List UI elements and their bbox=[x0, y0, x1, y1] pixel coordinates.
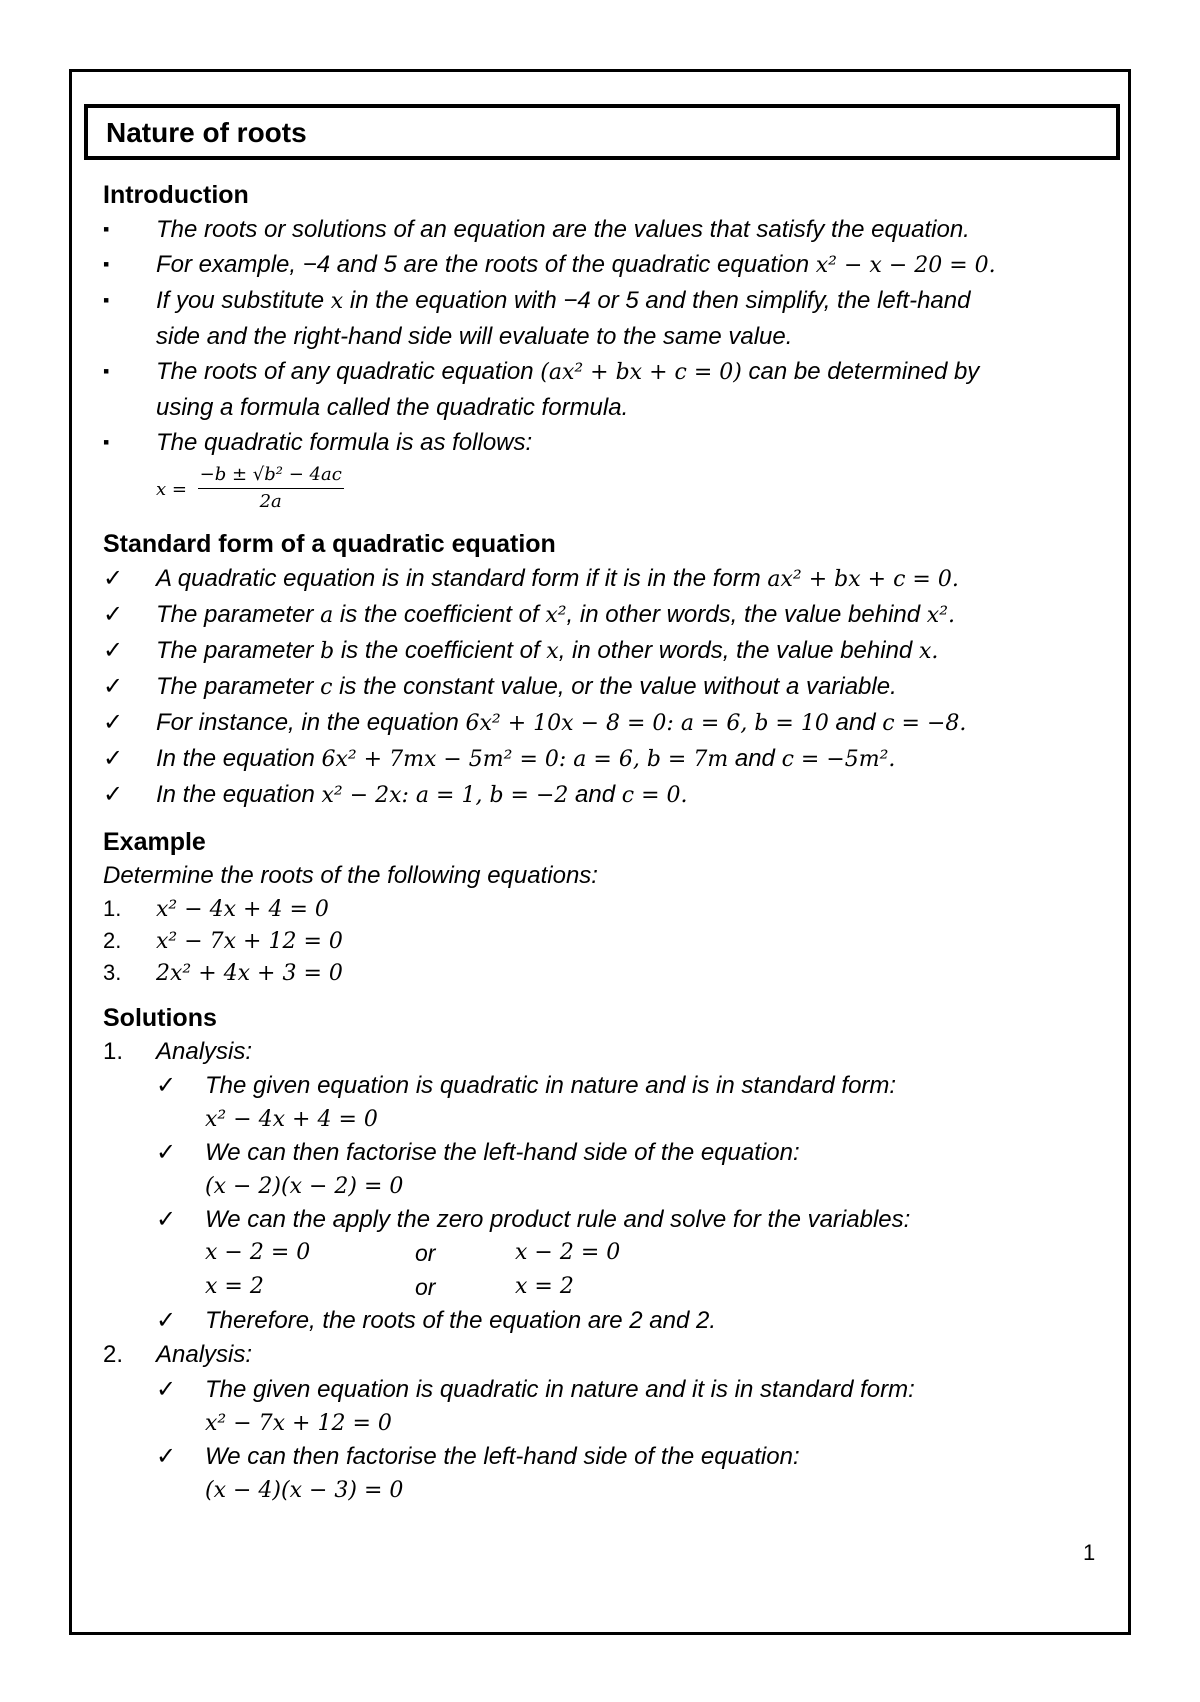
solutions-heading: Solutions bbox=[103, 1004, 217, 1032]
intro-heading: Introduction bbox=[103, 181, 249, 209]
check-icon: ✓ bbox=[156, 1206, 177, 1233]
solution-2-step-2: ✓ We can then factorise the left-hand side of the equation: bbox=[103, 1440, 1103, 1473]
quadratic-formula: x = $\frac{\text{−b ± √b² − 4ac}}{2a}$ bbox=[103, 460, 1103, 515]
check-icon: ✓ bbox=[103, 601, 124, 628]
example-item-3: 3. 2x² + 4x + 3 = 0 bbox=[103, 960, 343, 986]
page-title: Nature of roots bbox=[106, 117, 307, 148]
intro-bullet-2: ▪ For example, −4 and 5 are the roots of the quadratic equation x² − x − 20 = 0. bbox=[103, 247, 1103, 283]
example-item-1: 1. x² − 4x + 4 = 0 bbox=[103, 896, 329, 922]
standard-item-4: ✓ The parameter c is the constant value, or the value without a variable. bbox=[103, 669, 1103, 705]
standard-item-2: ✓ The parameter a is the coefficient of x², in other words, the value behind x². bbox=[103, 597, 1103, 633]
solution-2-eq-1: x² − 7x + 12 = 0 bbox=[205, 1411, 392, 1436]
solution-2-label: 2. Analysis: bbox=[103, 1341, 253, 1368]
standard-item-3: ✓ The parameter b is the coefficient of x, in other words, the value behind x. bbox=[103, 633, 1103, 669]
standard-form-heading: Standard form of a quadratic equation bbox=[103, 530, 556, 558]
solution-1-eq-1: x² − 4x + 4 = 0 bbox=[205, 1107, 378, 1132]
bullet-icon: ▪ bbox=[103, 219, 110, 239]
solution-1-roots-row-2: x = 2 or x = 2 bbox=[205, 1274, 574, 1300]
intro-bullet-4: ▪ The roots of any quadratic equation (ax² + bx + c = 0) can be determined by using a formula called the quadratic formula. bbox=[103, 354, 1103, 425]
solution-1-label: 1. Analysis: bbox=[103, 1038, 253, 1065]
standard-item-5: ✓ For instance, in the equation 6x² + 10x − 8 = 0: a = 6, b = 10 and c = −8. bbox=[103, 705, 1103, 741]
solution-2-eq-2: (x − 4)(x − 3) = 0 bbox=[205, 1478, 404, 1503]
example-prompt: Determine the roots of the following equations: bbox=[103, 862, 598, 889]
check-icon: ✓ bbox=[103, 781, 124, 808]
formula-fraction: $\frac{\text{−b ± √b² − 4ac}}{2a}$ bbox=[199, 464, 342, 512]
title-box bbox=[84, 104, 1120, 160]
check-icon: ✓ bbox=[103, 673, 124, 700]
check-icon: ✓ bbox=[103, 637, 124, 664]
solution-1-roots-row-1: x − 2 = 0 or x − 2 = 0 bbox=[205, 1240, 621, 1266]
example-heading: Example bbox=[103, 828, 206, 856]
check-icon: ✓ bbox=[156, 1376, 177, 1403]
bullet-icon: ▪ bbox=[103, 290, 110, 310]
page-number: 1 bbox=[1083, 1540, 1096, 1565]
standard-item-6: ✓ In the equation 6x² + 7mx − 5m² = 0: a = 6, b = 7m and c = −5m². bbox=[103, 741, 1103, 777]
bullet-icon: ▪ bbox=[103, 361, 110, 381]
check-icon: ✓ bbox=[156, 1443, 177, 1470]
check-icon: ✓ bbox=[103, 745, 124, 772]
intro-bullet-3: ▪ If you substitute x in the equation with −4 or 5 and then simplify, the left-hand side and the right-hand side will evaluate to the same value. bbox=[103, 283, 1103, 354]
example-item-2: 2. x² − 7x + 12 = 0 bbox=[103, 928, 343, 954]
check-icon: ✓ bbox=[103, 565, 124, 592]
bullet-icon: ▪ bbox=[103, 254, 110, 274]
bullet-icon: ▪ bbox=[103, 432, 110, 452]
intro-bullet-1: ▪ The roots or solutions of an equation are the values that satisfy the equation. bbox=[103, 212, 1103, 247]
solution-2-step-1: ✓ The given equation is quadratic in nature and it is in standard form: bbox=[103, 1373, 1103, 1406]
solution-1-eq-2: (x − 2)(x − 2) = 0 bbox=[205, 1174, 404, 1199]
standard-item-1: ✓ A quadratic equation is in standard form if it is in the form ax² + bx + c = 0. bbox=[103, 561, 1103, 597]
solution-1-step-4: ✓ Therefore, the roots of the equation are 2 and 2. bbox=[103, 1304, 1103, 1337]
check-icon: ✓ bbox=[103, 709, 124, 736]
check-icon: ✓ bbox=[156, 1072, 177, 1099]
solution-1-step-1: ✓ The given equation is quadratic in nature and is in standard form: bbox=[103, 1069, 1103, 1102]
check-icon: ✓ bbox=[156, 1307, 177, 1334]
solution-1-step-2: ✓ We can then factorise the left-hand side of the equation: bbox=[103, 1136, 1103, 1169]
standard-item-7: ✓ In the equation x² − 2x: a = 1, b = −2 and c = 0. bbox=[103, 777, 1103, 813]
document-body bbox=[103, 178, 1103, 1507]
intro-bullet-5: ▪ The quadratic formula is as follows: bbox=[103, 425, 1103, 460]
check-icon: ✓ bbox=[156, 1139, 177, 1166]
solution-1-step-3: ✓ We can the apply the zero product rule and solve for the variables: bbox=[103, 1203, 1103, 1236]
